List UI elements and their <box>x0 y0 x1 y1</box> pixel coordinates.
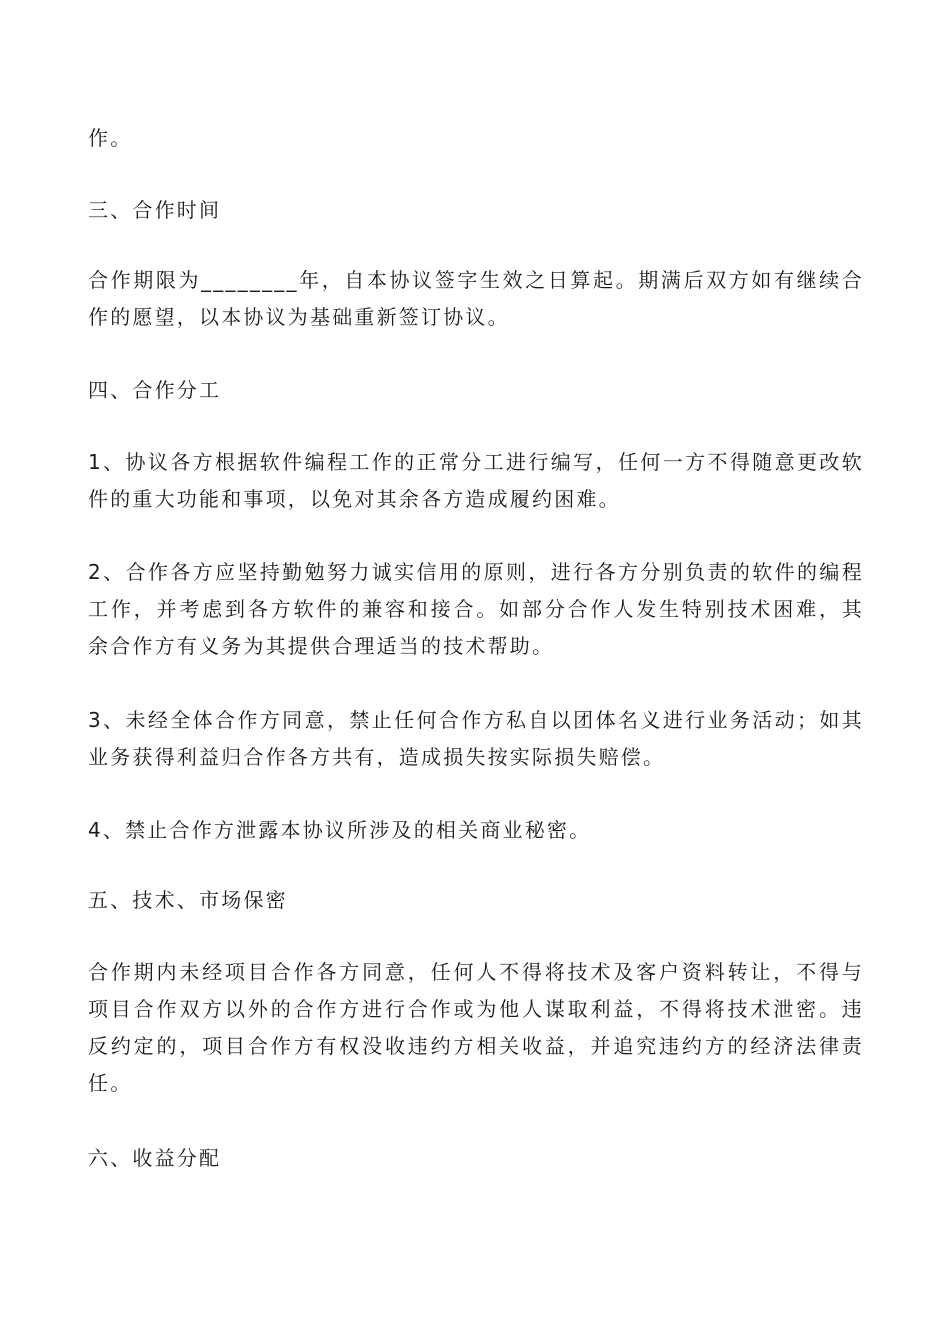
clause-1: 1、协议各方根据软件编程工作的正常分工进行编写，任何一方不得随意更改软件的重大功能和事项，以免对其余各方造成履约困难。 <box>88 450 864 511</box>
paragraph-confidentiality: 合作期内未经项目合作各方同意，任何人不得将技术及客户资料转让，不得与项目合作双方以外的合作方进行合作或为他人谋取利益，不得将技术泄密。违反约定的，项目合作方有权没收违约方相关收益，并追究违约方的经济法律责任。 <box>88 960 864 1095</box>
clause-4: 4、禁止合作方泄露本协议所涉及的相关商业秘密。 <box>88 818 592 842</box>
section-heading-profit-distribution: 六、收益分配 <box>88 1146 222 1170</box>
section-heading-division-of-work: 四、合作分工 <box>88 378 222 402</box>
paragraph-continuation: 作。 <box>88 126 133 150</box>
clause-2: 2、合作各方应坚持勤勉努力诚实信用的原则，进行各方分别负责的软件的编程工作，并考虑到各方软件的兼容和接合。如部分合作人发生特别技术困难，其余合作方有义务为其提供合理适当的技术帮助。 <box>88 560 864 658</box>
section-heading-confidentiality: 五、技术、市场保密 <box>88 888 288 912</box>
section-heading-cooperation-time: 三、合作时间 <box>88 198 222 222</box>
paragraph-cooperation-term: 合作期限为________年，自本协议签字生效之日算起。期满后双方如有继续合作的愿望，以本协议为基础重新签订协议。 <box>88 268 864 329</box>
clause-3: 3、未经全体合作方同意，禁止任何合作方私自以团体名义进行业务活动；如其业务获得利益归合作各方共有，造成损失按实际损失赔偿。 <box>88 708 864 769</box>
